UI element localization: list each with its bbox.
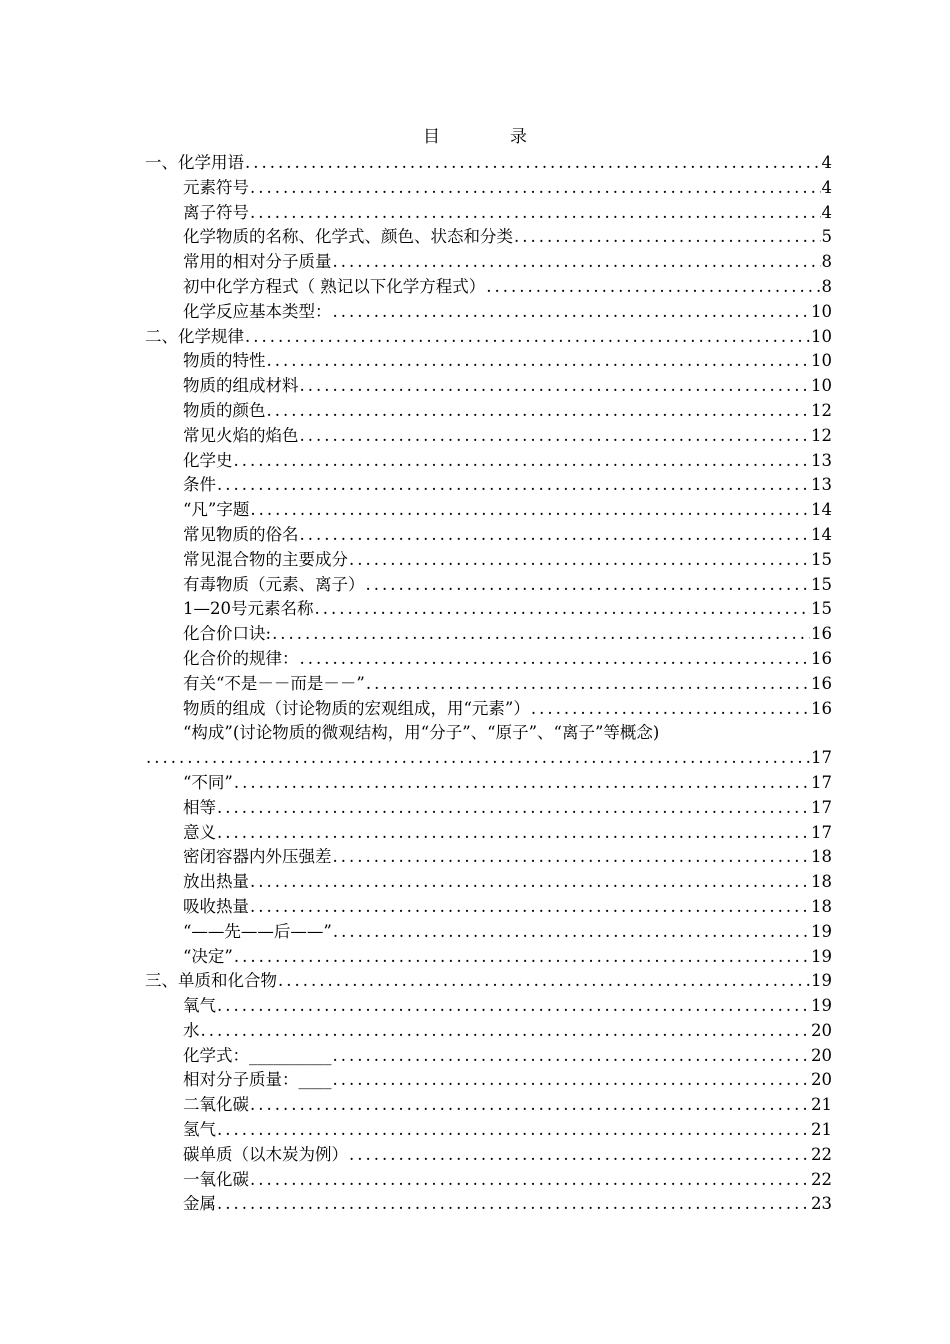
toc-page-number: 5 bbox=[821, 227, 832, 247]
toc-dot-leader bbox=[234, 771, 810, 796]
toc-entry-text: 1—20号元素名称 bbox=[183, 599, 314, 619]
toc-entry-text: 吸收热量 bbox=[183, 896, 249, 916]
toc-page-number: 17 bbox=[811, 797, 832, 817]
toc-page-number: 10 bbox=[811, 301, 832, 321]
toc-dot-leader bbox=[315, 597, 811, 622]
toc-entry[interactable] bbox=[145, 622, 832, 647]
toc-entry[interactable] bbox=[145, 300, 832, 325]
toc-entry[interactable] bbox=[145, 597, 832, 622]
toc-entry[interactable] bbox=[145, 1168, 832, 1193]
toc-page-number: 16 bbox=[811, 673, 832, 693]
toc-entry-text: 密闭容器内外压强差 bbox=[183, 847, 332, 867]
toc-entry[interactable] bbox=[145, 945, 832, 970]
toc-page-number: 14 bbox=[811, 500, 832, 520]
toc-page-number: 20 bbox=[811, 1045, 832, 1065]
toc-page-number: 20 bbox=[811, 1020, 832, 1040]
toc-dot-leader bbox=[349, 1143, 810, 1168]
toc-entry-text: 离子符号 bbox=[183, 202, 249, 222]
toc-dot-leader bbox=[267, 399, 811, 424]
toc-dot-leader bbox=[333, 1068, 811, 1093]
toc-entry-text: “决定” bbox=[183, 946, 233, 966]
toc-page-number: 15 bbox=[811, 549, 832, 569]
toc-entry[interactable] bbox=[145, 1093, 832, 1118]
toc-page-number: 10 bbox=[811, 376, 832, 396]
toc-entry[interactable] bbox=[145, 325, 832, 350]
toc-dot-leader bbox=[514, 225, 821, 250]
toc-dot-leader bbox=[245, 325, 810, 350]
toc-entry[interactable] bbox=[145, 994, 832, 1019]
toc-entry[interactable] bbox=[145, 573, 832, 598]
toc-entry[interactable] bbox=[145, 969, 832, 994]
toc-page-number: 21 bbox=[811, 1095, 832, 1115]
toc-page-number: 4 bbox=[821, 177, 832, 197]
toc-entry[interactable] bbox=[145, 672, 832, 697]
toc-page-number: 16 bbox=[811, 624, 832, 644]
toc-entry-text: 物质的特性 bbox=[183, 351, 266, 371]
toc-dot-leader bbox=[250, 1168, 810, 1193]
toc-entry[interactable] bbox=[145, 1044, 832, 1069]
toc-entry-text: 条件 bbox=[183, 475, 216, 495]
toc-entry-text: 一、化学用语 bbox=[145, 153, 244, 172]
toc-dot-leader bbox=[333, 920, 810, 945]
toc-page-number: 4 bbox=[821, 202, 832, 222]
toc-entry-text: “凡”字题 bbox=[183, 500, 250, 520]
toc-page-number: 18 bbox=[811, 896, 832, 916]
toc-dot-leader bbox=[217, 1118, 810, 1143]
toc-page-number: 18 bbox=[811, 872, 832, 892]
toc-title bbox=[0, 124, 950, 150]
toc-dot-leader bbox=[234, 449, 811, 474]
toc-dot-leader bbox=[234, 945, 810, 970]
toc-page-number: 13 bbox=[811, 475, 832, 495]
toc-entry[interactable] bbox=[145, 845, 832, 870]
toc-entry[interactable] bbox=[145, 697, 832, 722]
toc-page-number: 19 bbox=[811, 971, 832, 991]
toc-page-number: 23 bbox=[811, 1194, 832, 1214]
toc-entry-text: 意义 bbox=[183, 822, 216, 842]
toc-entry-text: 有毒物质（元素、离子） bbox=[183, 574, 365, 594]
toc-entry-text: 常见物质的俗名 bbox=[183, 524, 299, 544]
toc-dot-leader bbox=[250, 1093, 810, 1118]
toc-entry[interactable] bbox=[145, 275, 832, 300]
toc-dot-leader bbox=[300, 374, 811, 399]
toc-dot-leader bbox=[217, 1192, 810, 1217]
toc-entry-text: “构成”(讨论物质的微观结构，用“分子”、“原子”、“离子”等概念) bbox=[183, 723, 660, 743]
toc-page-number: 14 bbox=[811, 524, 832, 544]
toc-entry-text: 放出热量 bbox=[183, 872, 249, 892]
toc-entry-text: 元素符号 bbox=[183, 177, 249, 197]
toc-entry[interactable] bbox=[145, 449, 832, 474]
toc-dot-leader bbox=[146, 746, 810, 771]
toc-page-number: 12 bbox=[811, 400, 832, 420]
toc-entry-text: “——先——后——” bbox=[183, 921, 332, 941]
toc-page-number: 4 bbox=[821, 153, 832, 172]
toc-dot-leader bbox=[366, 573, 811, 598]
toc-dot-leader bbox=[217, 994, 810, 1019]
toc-entry[interactable] bbox=[145, 895, 832, 920]
toc-dot-leader bbox=[486, 275, 820, 300]
toc-dot-leader bbox=[333, 300, 811, 325]
toc-entry-text: 化合价的规律： bbox=[183, 648, 299, 668]
toc-page-number: 13 bbox=[811, 450, 832, 470]
toc-dot-leader bbox=[300, 647, 811, 672]
toc-entry[interactable] bbox=[145, 176, 832, 201]
toc-page-number: 8 bbox=[821, 276, 832, 296]
toc-page-number: 12 bbox=[811, 425, 832, 445]
toc-page-number: 21 bbox=[811, 1120, 832, 1140]
toc-title-left: 目 bbox=[423, 127, 440, 147]
toc-entry[interactable] bbox=[145, 796, 832, 821]
toc-entry-text: 有关“不是－－而是－－” bbox=[183, 673, 365, 693]
toc-dot-leader bbox=[300, 523, 811, 548]
toc-entry-text: 水 bbox=[183, 1020, 200, 1040]
toc-entry-text: 化学物质的名称、化学式、颜色、状态和分类 bbox=[183, 227, 513, 247]
toc-dot-leader bbox=[272, 622, 810, 647]
toc-dot-leader bbox=[333, 845, 811, 870]
toc-page-number: 18 bbox=[811, 847, 832, 867]
toc-dot-leader bbox=[250, 498, 810, 523]
toc-entry[interactable] bbox=[145, 1118, 832, 1143]
toc-dot-leader bbox=[250, 201, 821, 226]
toc-dot-leader bbox=[250, 870, 810, 895]
toc-page-number: 22 bbox=[811, 1169, 832, 1189]
toc-dot-leader bbox=[201, 1019, 811, 1044]
toc-entry-text: 一氧化碳 bbox=[183, 1169, 249, 1189]
toc-dot-leader bbox=[349, 548, 810, 573]
toc-entry[interactable] bbox=[145, 920, 832, 945]
toc-page-number: 15 bbox=[811, 599, 832, 619]
toc-entry[interactable] bbox=[145, 771, 832, 796]
toc-entry[interactable] bbox=[145, 473, 832, 498]
toc-dot-leader bbox=[267, 349, 811, 374]
toc-entry-text: 化合价口诀: bbox=[183, 624, 272, 644]
toc-entry-text: 物质的组成材料 bbox=[183, 376, 299, 396]
toc-dot-leader bbox=[217, 473, 810, 498]
toc-entry-text: 金属 bbox=[183, 1194, 216, 1214]
toc-page-number: 10 bbox=[811, 326, 832, 346]
toc-entry-text: 化学式：__________ bbox=[183, 1045, 332, 1065]
toc-entry-text: 化学反应基本类型： bbox=[183, 301, 332, 321]
toc-entry-text: 常见混合物的主要成分 bbox=[183, 549, 348, 569]
toc-entry[interactable] bbox=[145, 721, 832, 746]
toc-dot-leader bbox=[300, 424, 811, 449]
toc-page-number: 8 bbox=[821, 252, 832, 272]
toc-entry-text: 初中化学方程式（ 熟记以下化学方程式） bbox=[183, 276, 486, 296]
toc-entry[interactable] bbox=[145, 548, 832, 573]
toc-page-number: 10 bbox=[811, 351, 832, 371]
toc-dot-leader bbox=[366, 672, 810, 697]
toc-entry-text: 相等 bbox=[183, 797, 216, 817]
toc-entry[interactable] bbox=[145, 424, 832, 449]
toc-entry[interactable] bbox=[145, 201, 832, 226]
toc-entry[interactable] bbox=[145, 821, 832, 846]
toc-entry-text: 氢气 bbox=[183, 1120, 216, 1140]
toc-entry-text: “不同” bbox=[183, 772, 233, 792]
toc-page-number: 19 bbox=[811, 921, 832, 941]
toc-dot-leader bbox=[333, 250, 821, 275]
toc-entry[interactable] bbox=[145, 746, 832, 771]
toc-page-number: 22 bbox=[811, 1144, 832, 1164]
toc-entry[interactable] bbox=[145, 523, 832, 548]
toc-page-number: 19 bbox=[811, 946, 832, 966]
toc-entry[interactable] bbox=[145, 349, 832, 374]
toc-dot-leader bbox=[217, 796, 810, 821]
toc-entry[interactable] bbox=[145, 250, 832, 275]
toc-entry[interactable] bbox=[145, 498, 832, 523]
table-of-contents bbox=[145, 151, 832, 1217]
toc-entry-text: 氧气 bbox=[183, 996, 216, 1016]
toc-dot-leader bbox=[278, 969, 810, 994]
toc-page-number: 17 bbox=[811, 772, 832, 792]
toc-entry[interactable] bbox=[145, 151, 832, 176]
toc-entry-text: 三、单质和化合物 bbox=[145, 971, 277, 991]
toc-dot-leader bbox=[245, 151, 821, 176]
toc-dot-leader bbox=[250, 176, 821, 201]
toc-dot-leader bbox=[250, 895, 810, 920]
toc-page-number: 19 bbox=[811, 996, 832, 1016]
toc-entry-text: 化学史 bbox=[183, 450, 233, 470]
toc-page-number: 16 bbox=[811, 648, 832, 668]
toc-entry[interactable] bbox=[145, 647, 832, 672]
toc-entry[interactable] bbox=[145, 374, 832, 399]
toc-entry-text: 常见火焰的焰色 bbox=[183, 425, 299, 445]
toc-page-number: 20 bbox=[811, 1070, 832, 1090]
toc-page-number: 17 bbox=[811, 822, 832, 842]
toc-dot-leader bbox=[531, 697, 810, 722]
toc-page-number: 17 bbox=[811, 748, 832, 768]
toc-entry[interactable] bbox=[145, 870, 832, 895]
toc-entry-text: 二氧化碳 bbox=[183, 1095, 249, 1115]
toc-entry-text: 物质的颜色 bbox=[183, 400, 266, 420]
toc-dot-leader bbox=[217, 821, 810, 846]
toc-entry-text: 物质的组成（讨论物质的宏观组成，用“元素”） bbox=[183, 698, 530, 718]
toc-entry[interactable] bbox=[145, 1019, 832, 1044]
toc-entry[interactable] bbox=[145, 399, 832, 424]
toc-page-number: 15 bbox=[811, 574, 832, 594]
toc-dot-leader bbox=[333, 1044, 811, 1069]
toc-entry-text: 相对分子质量：____ bbox=[183, 1070, 332, 1090]
toc-entry[interactable] bbox=[145, 225, 832, 250]
toc-entry[interactable] bbox=[145, 1143, 832, 1168]
toc-entry[interactable] bbox=[145, 1068, 832, 1093]
toc-entry-text: 碳单质（以木炭为例） bbox=[183, 1144, 348, 1164]
toc-title-right: 录 bbox=[510, 127, 527, 147]
toc-page-number: 16 bbox=[811, 698, 832, 718]
toc-entry-text: 二、化学规律 bbox=[145, 326, 244, 346]
toc-entry-text: 常用的相对分子质量 bbox=[183, 252, 332, 272]
toc-entry[interactable] bbox=[145, 1192, 832, 1217]
